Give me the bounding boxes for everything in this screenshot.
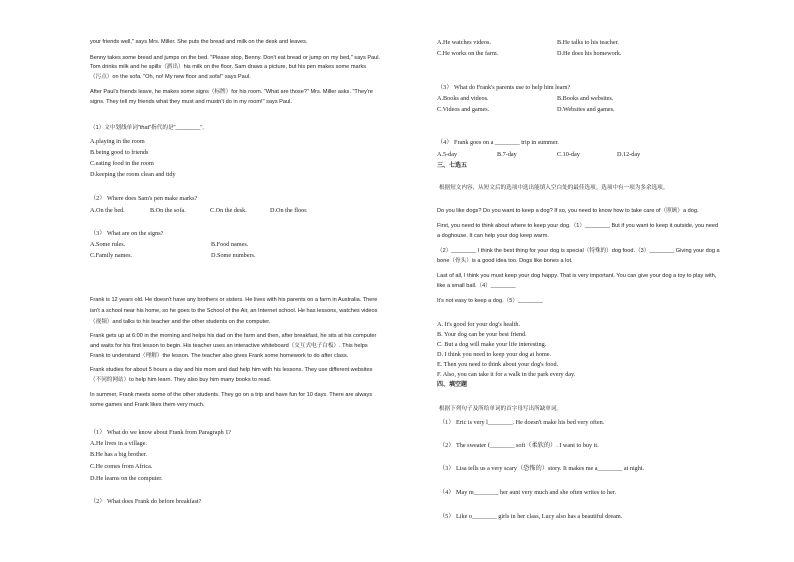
option: A.On the bed. (90, 207, 125, 214)
story-line: your friends well," says Mrs. Miller. She puts the bread and milk on the desk and leaves. (90, 39, 308, 45)
passage-line: Frank studies for about 5 hours a day and his mom and dad help him with his lessons. They use different websites (90, 367, 373, 373)
story-line: signs. They tell my friends what they must and mustn't do in my room!" says Paul. (90, 99, 292, 105)
option: C.eating food in the room (90, 160, 154, 167)
fill-item: （2） The sweater f________ soft（柔软的）. I want to buy it. (439, 442, 599, 449)
cloze-line: It's not easy to keep a dog.（5）________ (437, 298, 543, 304)
cloze-line: Last of all, I think you must keep your dog happy. That is very important. You can give your dog a toy to play with, (437, 273, 717, 279)
option: A.He lives in a village. (90, 440, 148, 447)
passage-line: （不同的网站）to help him learn. They also buy him many books to read. (90, 377, 272, 383)
cloze-line: a doghouse. It can help your dog keep warm. (437, 233, 549, 239)
passage-line: Frank gets up at 6:00 in the morning and helps his dad on the farm and then, after breakfast, he sits at his computer (90, 333, 377, 339)
option: D.Some numbers. (211, 252, 256, 259)
fill-item: （1） Eric is very l________. He doesn't make his bed very often. (439, 419, 605, 426)
story-line: Tom drinks milk and he spills（洒出）his milk on the floor. Sam draws a picture, but his pen makes some marks (90, 64, 367, 70)
cloze-option: A. It's good for your dog's health. (437, 321, 520, 328)
cloze-option: E. Then you need to think about your dog's food. (437, 361, 559, 368)
option: D.He does his homework. (557, 50, 622, 57)
cloze-line: First, you need to think about where to keep your dog.（1）________ But if you want to keep it outside, you need (437, 223, 719, 229)
cloze-line: （2）________ I think the best thing for your dog is special（特殊的）dog food.（3）________ Giving your dog a (437, 248, 720, 254)
passage-line: （视频）and talks to his teacher and the other students on the computer. (90, 319, 271, 325)
passage-line: isn't a school near his home, so he goes to the School of the Air, an Internet school. He has lessons, watches videos (90, 308, 378, 314)
section-instruction: 根据短文内容，从短文后的选项中选出能填入空白处的最佳选项。选项中有一项为多余选项。 (439, 185, 669, 191)
option: B.7-day (497, 151, 517, 158)
fill-item: （4） May m________ her aunt very much and she often writes to her. (439, 489, 617, 496)
option: C.Family names. (90, 252, 133, 259)
cloze-option: D. I think you need to keep your dog at home. (437, 351, 552, 358)
option: A.playing in the room (90, 138, 145, 145)
option: D.keeping the room clean and tidy (90, 171, 176, 178)
option: B.On the sofa. (150, 207, 186, 214)
option: D.12-day (617, 151, 641, 158)
question-stem: （1）文中划线单词"that"指代的是"________"。 (90, 125, 208, 131)
question-stem: （1） What do we know about Frank from Paragraph 1? (90, 429, 232, 436)
option: A.5-day (437, 151, 458, 158)
option: C.Videos and games. (437, 106, 490, 113)
option: A.Books and videos. (437, 95, 489, 102)
option: C.10-day (557, 151, 580, 158)
section-instruction: 根据下列句子及所给单词的首字母写出所缺单词。 (439, 406, 563, 412)
option: D.On the floor. (270, 207, 308, 214)
option: B.He has a big brother. (90, 451, 148, 458)
option: D.Websites and games. (557, 106, 615, 113)
option: C.On the desk. (210, 207, 247, 214)
option: A.He watches videos. (437, 39, 491, 46)
section-title: 三、七选五 (437, 163, 468, 169)
section-title: 四、填空题 (437, 382, 468, 388)
fill-item: （3） Lisa tells us a very scary（恐怖的）story. It makes me a________ at night. (439, 465, 645, 472)
cloze-line: bone（骨头）is a good idea too. Dogs like bones a lot. (437, 258, 573, 264)
passage-line: and waits for his first lesson to begin. His teacher uses an interactive whiteboard（交互式电子白板）. This helps (90, 343, 368, 349)
passage-line: Frank is 12 years old. He doesn't have any brothers or sisters. He lives with his parents on a farm in Australia. There (90, 297, 378, 303)
cloze-option: B. Your dog can be your best friend. (437, 331, 527, 338)
question-stem: （3） What are on the signs? (90, 230, 164, 237)
cloze-option: F. Also, you can take it for a walk in the park every day. (437, 371, 576, 378)
question-stem: （2） What does Frank do before breakfast? (90, 498, 202, 505)
question-stem: （2） Where does Sam's pen make marks? (90, 195, 198, 202)
story-line: Benny takes some bread and jumps on the bed. "Please stop, Benny. Don't eat bread or jump on my bed," says Paul. (90, 55, 381, 61)
option: C.He comes from Africa. (90, 463, 153, 470)
story-line: After Paul's friends leave, he makes some signs（标牌）for his room. "What are those?" Mrs. Miller asks. "They're (90, 89, 373, 95)
story-line: （污点）on the sofa. "Oh, no! My new floor and sofa!" says Paul. (90, 74, 251, 80)
cloze-line: like a small ball.（4）________ (437, 283, 516, 289)
cloze-option: C. But a dog will make your life interesting. (437, 341, 547, 348)
cloze-line: Do you like dogs? Do you want to keep a dog? If so, you need to know how to take care of（照顾）a dog. (437, 208, 699, 214)
question-stem: （3） What do Frank's parents use to help him learn? (437, 84, 571, 91)
option: D.He learns on the computer. (90, 475, 163, 482)
option: B.being good to friends (90, 149, 149, 156)
option: A.Some rules. (90, 241, 126, 248)
passage-line: In summer, Frank meets some of the other students. They go on a trip and have fun for 10 days. There are always (90, 392, 373, 398)
option: B.He talks to his teacher. (557, 39, 619, 46)
option: C.He works on the farm. (437, 50, 499, 57)
passage-line: Frank to understand（理解）the lesson. The teacher also gives Frank some homework to do after class. (90, 353, 349, 359)
option: B.Food names. (211, 241, 249, 248)
passage-line: some games and Frank likes them very much. (90, 402, 205, 408)
option: B.Books and websites. (557, 95, 614, 102)
fill-item: （5） Like o________ girls in her class, Lucy also has a beautiful dream. (439, 513, 623, 520)
question-stem: （4） Frank goes on a ________ trip in summer. (437, 139, 559, 146)
